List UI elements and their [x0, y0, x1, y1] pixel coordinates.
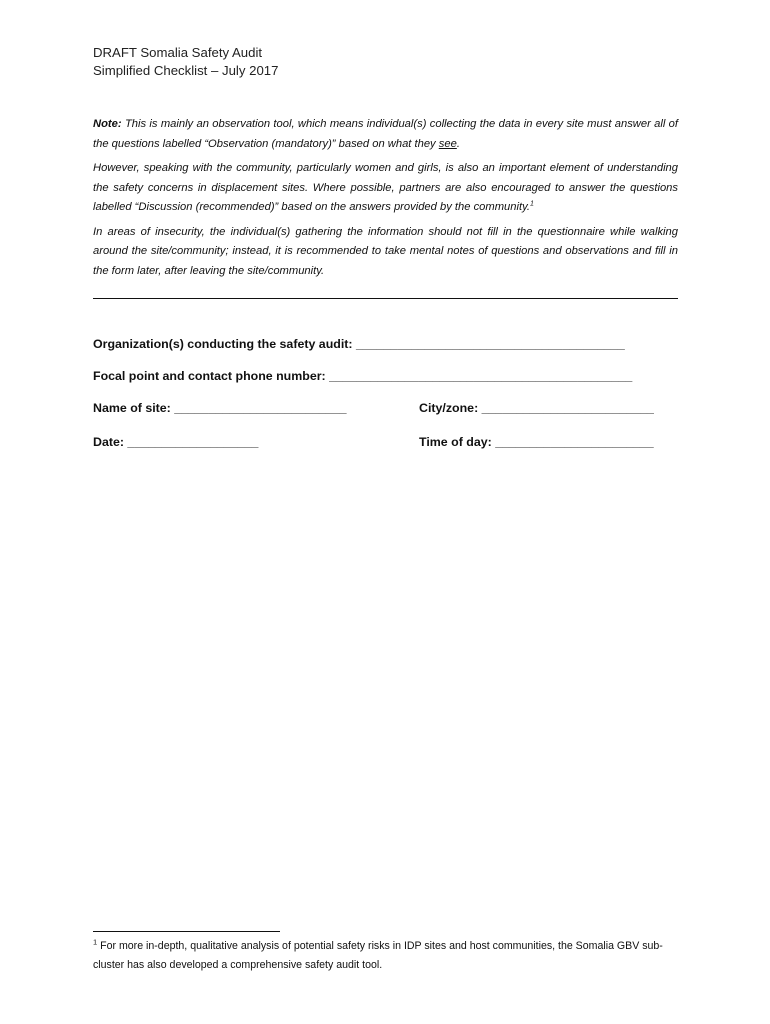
- footnote-number: 1: [93, 937, 98, 947]
- footnote-divider: [93, 931, 280, 932]
- note-paragraph-1: [93, 115, 678, 154]
- note-paragraph-2-text: However, speaking with the community, particularly women and girls, is also an important element of understanding the safety concerns in displacement sites. Where possible, partners are also encouraged to answer the questions labelled “Discussion (recommended)” based on the answers provided by the community.: [93, 162, 678, 213]
- date-field[interactable]: Date: ___________________: [93, 435, 259, 449]
- note-paragraph-1-text: This is mainly an observation tool, which means individual(s) collecting the data in every site must answer all of the questions labelled “Observation (mandatory)” based on what they: [93, 118, 679, 150]
- footnote-reference: 1: [529, 200, 534, 208]
- document-subtitle: Simplified Checklist – July 2017: [93, 63, 279, 78]
- organization-field[interactable]: Organization(s) conducting the safety audit: _______________________________________: [93, 337, 625, 351]
- note-paragraph-1-end: .: [456, 137, 460, 150]
- focal-point-field[interactable]: Focal point and contact phone number: ____________________________________________: [93, 369, 633, 383]
- document-title: DRAFT Somalia Safety Audit: [93, 45, 263, 60]
- document-header: [93, 44, 278, 80]
- note-paragraph-2: [93, 159, 678, 218]
- note-emphasis: see: [438, 137, 457, 150]
- site-name-field[interactable]: Name of site: _________________________: [93, 401, 347, 415]
- footnote-text: For more in-depth, qualitative analysis of potential safety risks in IDP sites and host communities, the Somalia GBV sub-cluster has also developed a comprehensive safety audit tool.: [93, 940, 663, 971]
- time-of-day-field[interactable]: Time of day: _______________________: [419, 435, 654, 449]
- note-paragraph-3: In areas of insecurity, the individual(s) gathering the information should not fill in the questionnaire while walking around the site/community; instead, it is recommended to take mental notes of questions and observations and fill in the form later, after leaving the site/community.: [93, 225, 678, 277]
- footnote: [93, 937, 693, 975]
- note-section: [93, 115, 678, 286]
- city-zone-field[interactable]: City/zone: _________________________: [419, 401, 654, 415]
- note-label: Note:: [93, 118, 122, 130]
- section-divider: [93, 298, 678, 299]
